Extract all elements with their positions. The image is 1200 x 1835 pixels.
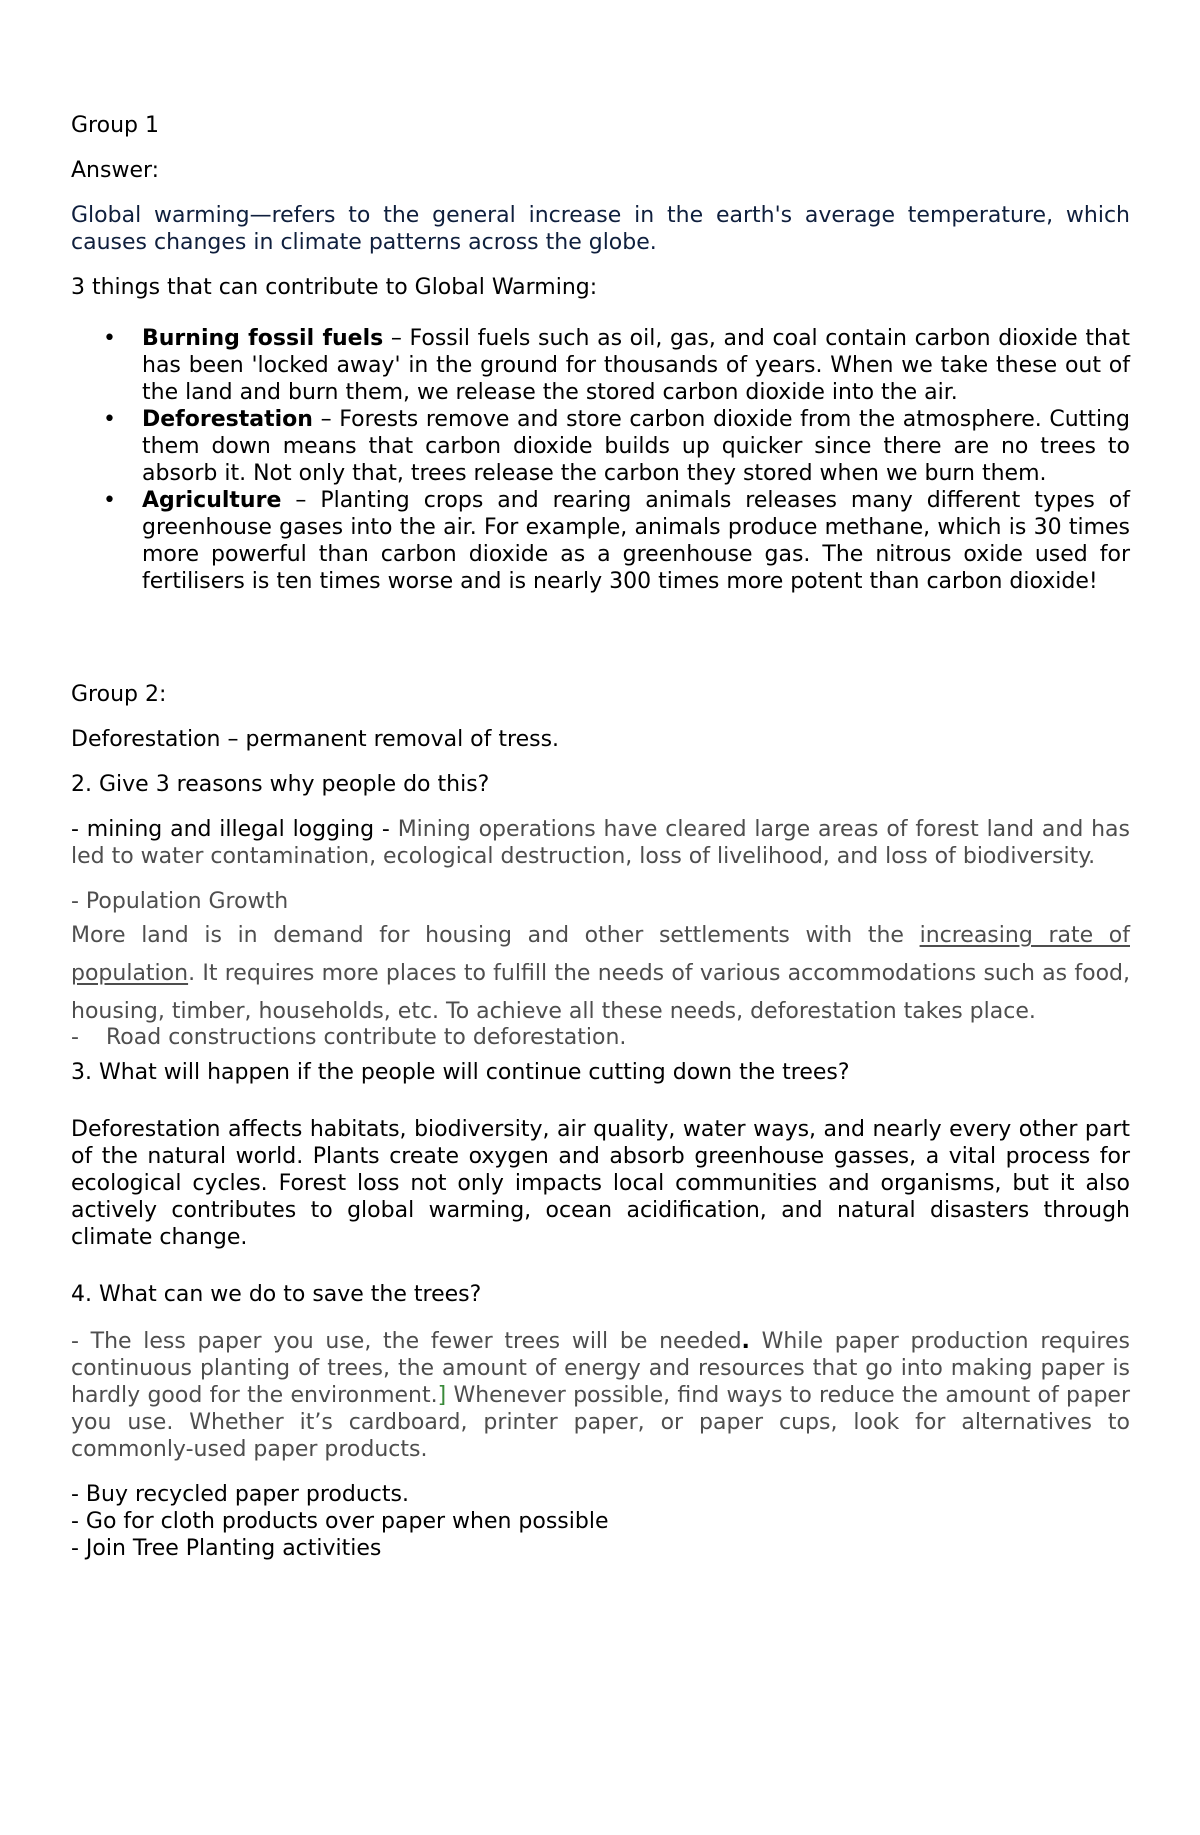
tip-item: - Go for cloth products over paper when possible [71,1509,609,1534]
item-term: Deforestation [142,407,313,432]
reason-mining [71,816,1130,870]
answer-4-part3: Whenever possible, find ways to reduce the amount of paper you use. Whether it’s cardboard, printer paper, or paper cups, look for alternatives to commonly-used paper products. [71,1383,1130,1462]
answer-4-dot: . [741,1329,750,1354]
question-2: 2. Give 3 reasons why people do this? [71,772,490,797]
deforestation-definition: Deforestation – permanent removal of tress. [71,727,560,752]
reason-mining-lead: - mining and illegal logging - [71,817,398,842]
group1-heading: Group 1 [71,113,159,138]
question-4: 4. What can we do to save the trees? [71,1282,482,1307]
answer-3: Deforestation affects habitats, biodiversity, air quality, water ways, and nearly every other part of the natural world. Plants create oxygen and absorb greenhouse gasses, a vital process for ecological cycles. Forest loss not only impacts local communities and organisms, but it also actively contributes to global warming, ocean acidification, and natural disasters through climate change. [71,1117,1130,1250]
population-link[interactable]: increasing rate of population [71,923,1130,986]
list-item [71,406,1130,487]
item-text: – Forests remove and store carbon dioxide from the atmosphere. Cutting them down means that carbon dioxide builds up quicker since there are no trees to absorb it. Not only that, trees release the carbon they stored when we burn them. [142,407,1130,486]
item-term: Agriculture [142,488,282,513]
list-item [71,325,1130,406]
reason-population-post: . It requires more places to fulfill the needs of various accommodations such as food, housing, timber, households, etc. To achieve all these needs, deforestation takes place. [71,961,1130,1024]
document-page [71,112,1130,1562]
reason-mining-text: Mining operations have cleared large areas of forest land and has led to water contamination, ecological destruction, loss of livelihood, and loss of biodiversity. [71,817,1130,869]
answer-label: Answer: [71,158,160,183]
item-text: – Fossil fuels such as oil, gas, and coal contain carbon dioxide that has been 'locked away' in the ground for thousands of years. When we take these out of the land and burn them, we release the stored carbon dioxide into the air. [142,326,1130,405]
answer-4-part1: - The less paper you use, the fewer trees will be needed [71,1329,742,1354]
reason-roads-text: Road constructions contribute to deforestation. [106,1025,627,1050]
contributors-list [71,325,1130,595]
list-intro: 3 things that can contribute to Global Warming: [71,275,598,300]
reason-population-title: - Population Growth [71,889,289,914]
tip-item: - Buy recycled paper products. [71,1482,409,1507]
reason-population-text [71,917,1130,1031]
group2-heading: Group 2: [71,682,167,707]
reason-population-pre: More land is in demand for housing and other settlements with the [71,923,920,948]
item-text: – Planting crops and rearing animals releases many different types of greenhouse gases into the air. For example, animals produce methane, which is 30 times more powerful than carbon dioxide as a greenhouse gas. The nitrous oxide used for fertilisers is ten times worse and is nearly 300 times more potent than carbon dioxide! [142,488,1130,594]
answer-4 [71,1328,1130,1463]
global-warming-definition: Global warming—refers to the general increase in the earth's average temperature, which causes changes in climate patterns across the globe. [71,203,1130,255]
dash-marker: - [71,1025,79,1050]
answer-4-bracket: ] [437,1383,447,1408]
reason-roads [71,1024,1130,1051]
list-item [71,487,1130,595]
question-3: 3. What will happen if the people will continue cutting down the trees? [71,1060,850,1085]
item-term: Burning fossil fuels [142,326,384,351]
answer-4-part2: While paper production requires continuous planting of trees, the amount of energy and resources that go into making paper is hardly good for the environment. [71,1329,1130,1408]
tip-item: - Join Tree Planting activities [71,1536,382,1561]
